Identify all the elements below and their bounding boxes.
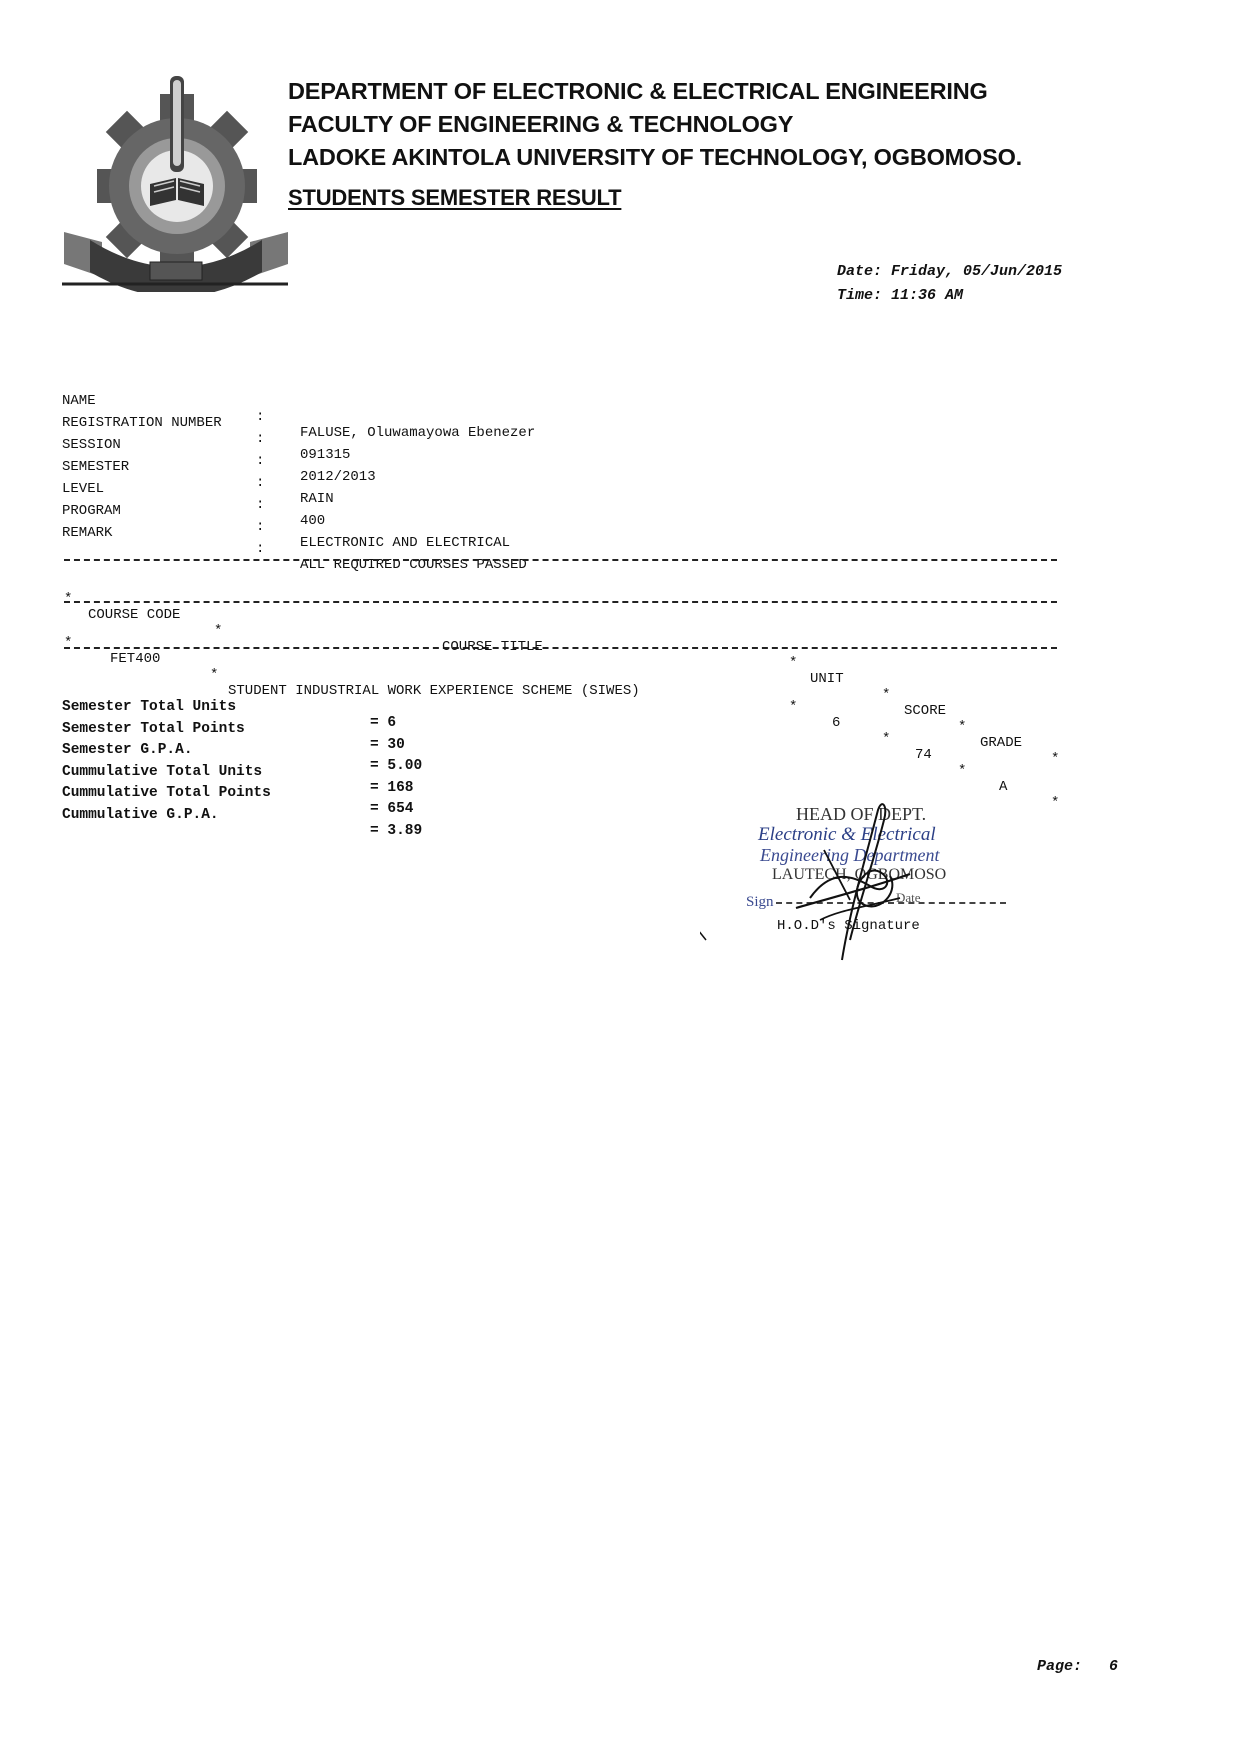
info-colon: : — [256, 409, 265, 425]
gear-seal-icon — [62, 72, 290, 292]
table-border-mid — [64, 601, 1057, 603]
info-value: 091315 — [300, 447, 351, 463]
info-colon: : — [256, 541, 265, 557]
summary-value: = 654 — [370, 801, 414, 818]
department-heading: DEPARTMENT OF ELECTRONIC & ELECTRICAL ENGINEERING — [288, 78, 988, 104]
summary-label: Semester Total Points — [62, 720, 245, 737]
table-border-top — [64, 559, 1057, 561]
column-header: COURSE TITLE — [442, 639, 543, 655]
summary-value: = 3.89 — [370, 822, 423, 839]
page-label: Page: — [1037, 1658, 1083, 1675]
info-value: 400 — [300, 513, 326, 529]
student-info — [62, 377, 662, 573]
sign-date-label: Date — [896, 890, 921, 905]
date-label: Date: — [837, 263, 883, 280]
info-colon: : — [256, 431, 265, 447]
university-heading: LADOKE AKINTOLA UNIVERSITY OF TECHNOLOGY, OGBOMOSO. — [288, 144, 1023, 170]
info-value: ELECTRONIC AND ELECTRICAL — [300, 535, 511, 551]
summary-label: Cummulative Total Points — [62, 785, 271, 802]
date-line — [837, 263, 1062, 280]
time-line — [837, 287, 963, 304]
info-value: 2012/2013 — [300, 469, 376, 485]
info-value: ALL REQUIRED COURSES PASSED — [300, 557, 527, 573]
page-value: 6 — [1109, 1658, 1119, 1675]
stamp-line-3: Engineering Department — [760, 845, 940, 865]
info-colon: : — [256, 475, 265, 491]
results-summary — [62, 683, 462, 839]
info-value: RAIN — [300, 491, 334, 507]
info-label: REMARK — [62, 525, 113, 541]
column-header: COURSE CODE — [88, 607, 181, 623]
course-grade: A — [999, 779, 1008, 795]
course-score: 74 — [915, 747, 932, 763]
course-title: STUDENT INDUSTRIAL WORK EXPERIENCE SCHEME (SIWES) — [228, 683, 640, 699]
summary-value: = 168 — [370, 779, 414, 796]
table-row: * FET400 * STUDENT INDUSTRIAL WORK EXPERIENCE SCHEME (SIWES) * 6 * 74 * A * — [64, 635, 1060, 811]
summary-value: = 5.00 — [370, 758, 423, 775]
summary-value: = 6 — [370, 715, 397, 731]
summary-label: Semester G.P.A. — [62, 742, 193, 759]
handwritten-signature — [700, 790, 1030, 970]
hod-stamp — [700, 790, 1030, 970]
summary-label: Cummulative Total Units — [62, 763, 263, 780]
summary-label: Semester Total Units — [62, 699, 237, 715]
stamp-line-4: LAUTECH, OGBOMOSO — [772, 866, 947, 883]
course-unit: 6 — [832, 715, 841, 731]
column-header: SCORE — [904, 703, 947, 719]
stamp-line-1: HEAD OF DEPT. — [796, 804, 927, 824]
column-header: UNIT — [810, 671, 844, 687]
table-border-bottom — [64, 647, 1057, 649]
info-colon: : — [256, 519, 265, 535]
column-header: GRADE — [980, 735, 1023, 751]
result-title: STUDENTS SEMESTER RESULT — [288, 185, 622, 210]
faculty-heading: FACULTY OF ENGINEERING & TECHNOLOGY — [288, 111, 794, 137]
info-label: LEVEL — [62, 481, 105, 497]
summary-row — [62, 791, 462, 839]
stamp-line-2: Electronic & Electrical — [758, 824, 936, 845]
summary-label: Cummulative G.P.A. — [62, 806, 219, 823]
page-number — [1037, 1658, 1118, 1675]
time-value: 11:36 AM — [891, 287, 964, 304]
info-label: SESSION — [62, 437, 121, 453]
sign-prefix: Sign — [746, 894, 774, 910]
summary-value: = 30 — [370, 736, 405, 753]
info-colon: : — [256, 453, 265, 469]
info-label: PROGRAM — [62, 503, 121, 519]
info-label: REGISTRATION NUMBER — [62, 415, 222, 431]
info-value: FALUSE, Oluwamayowa Ebenezer — [300, 425, 536, 441]
info-label: NAME — [62, 393, 96, 409]
time-label: Time: — [837, 287, 883, 304]
info-label: SEMESTER — [62, 459, 130, 475]
table-header-row: * COURSE CODE * COURSE TITLE * UNIT * SCORE * GRADE * — [64, 591, 1060, 767]
course-code: FET400 — [110, 651, 161, 667]
university-logo — [62, 72, 290, 292]
info-colon: : — [256, 497, 265, 513]
date-value: Friday, 05/Jun/2015 — [891, 263, 1063, 280]
hod-signature-label: H.O.D's Signature — [777, 918, 920, 934]
